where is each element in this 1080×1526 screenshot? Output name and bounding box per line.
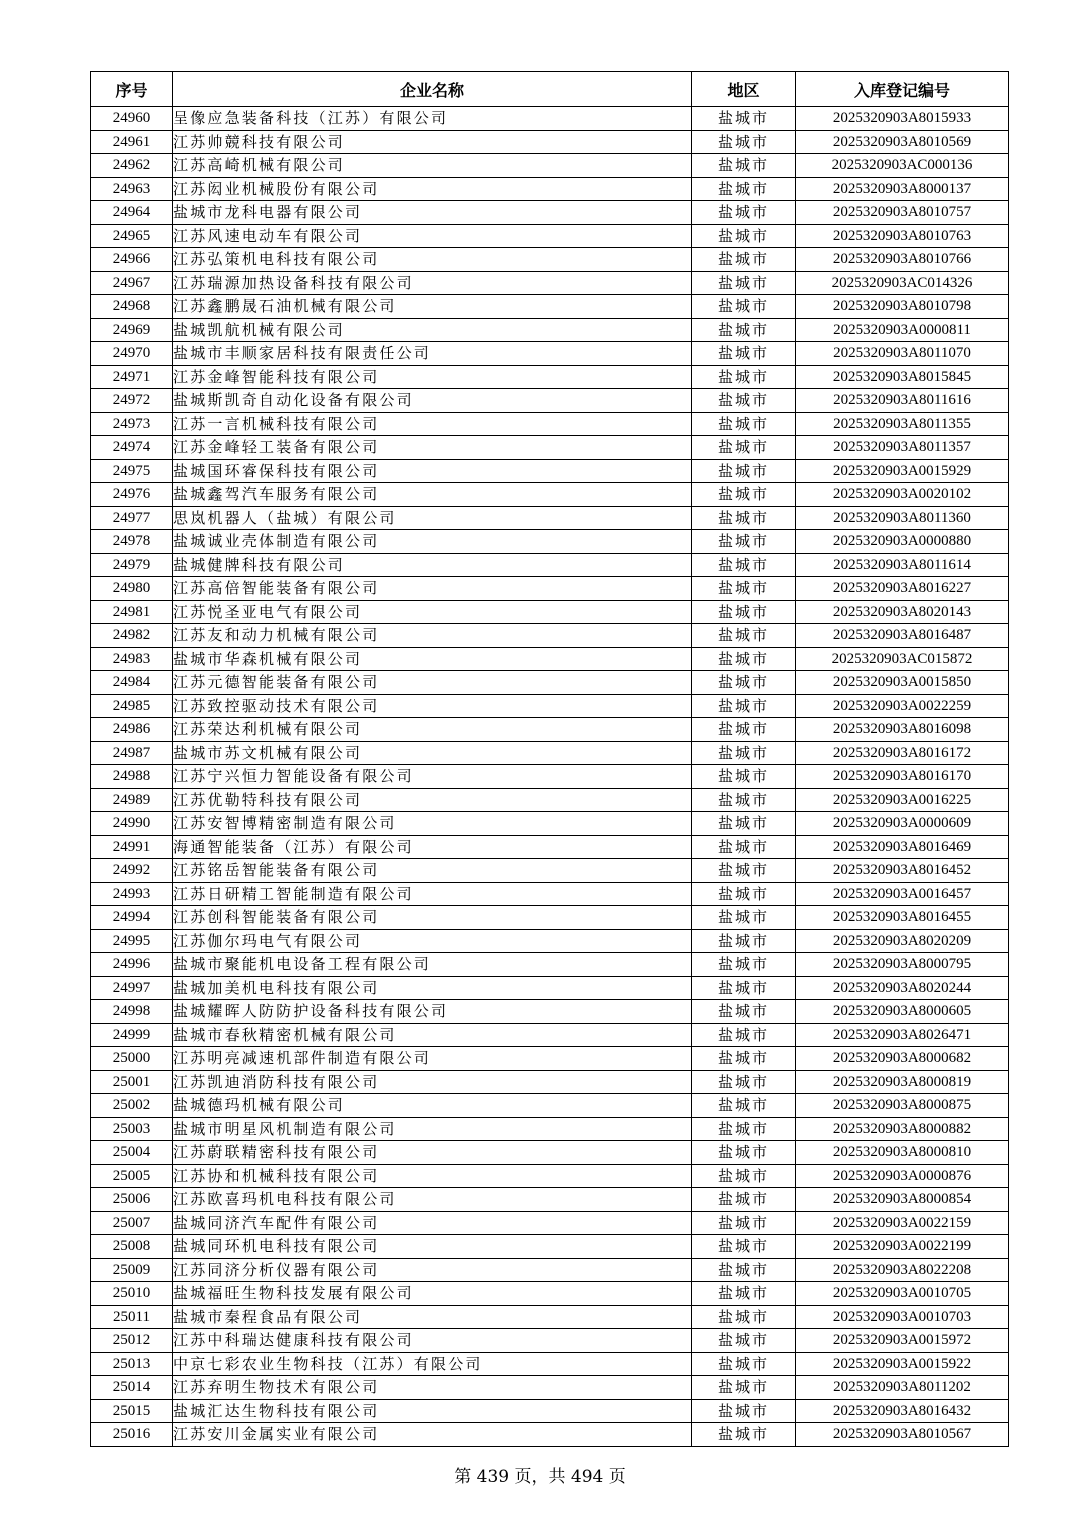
- row-region: 盐城市: [692, 506, 796, 530]
- row-enterprise-name: 江苏安智博精密制造有限公司: [173, 812, 692, 836]
- row-enterprise-name: 江苏中科瑞达健康科技有限公司: [173, 1329, 692, 1353]
- table-row: [91, 483, 1009, 507]
- row-serial-number: 25009: [91, 1258, 173, 1282]
- row-region: 盐城市: [692, 154, 796, 178]
- row-enterprise-name: 江苏安川金属实业有限公司: [173, 1423, 692, 1447]
- table-row: [91, 859, 1009, 883]
- table-row: [91, 365, 1009, 389]
- row-registration-number: 2025320903A8010757: [796, 201, 1009, 225]
- row-enterprise-name: 盐城同济汽车配件有限公司: [173, 1211, 692, 1235]
- table-row: [91, 506, 1009, 530]
- table-row: [91, 647, 1009, 671]
- row-serial-number: 25003: [91, 1117, 173, 1141]
- row-serial-number: 24985: [91, 694, 173, 718]
- table-row: [91, 976, 1009, 1000]
- row-registration-number: 2025320903A0000876: [796, 1164, 1009, 1188]
- row-serial-number: 24965: [91, 224, 173, 248]
- row-region: 盐城市: [692, 1399, 796, 1423]
- row-region: 盐城市: [692, 812, 796, 836]
- table-row: [91, 177, 1009, 201]
- row-region: 盐城市: [692, 1000, 796, 1024]
- row-serial-number: 24960: [91, 107, 173, 131]
- row-registration-number: 2025320903A8000605: [796, 1000, 1009, 1024]
- table-row: [91, 130, 1009, 154]
- table-row: [91, 1094, 1009, 1118]
- row-serial-number: 24962: [91, 154, 173, 178]
- row-region: 盐城市: [692, 342, 796, 366]
- row-serial-number: 24983: [91, 647, 173, 671]
- row-enterprise-name: 江苏凯迪消防科技有限公司: [173, 1070, 692, 1094]
- row-serial-number: 24989: [91, 788, 173, 812]
- row-region: 盐城市: [692, 906, 796, 930]
- row-serial-number: 24974: [91, 436, 173, 460]
- row-registration-number: 2025320903A8000810: [796, 1141, 1009, 1165]
- table-row: [91, 1000, 1009, 1024]
- row-region: 盐城市: [692, 1070, 796, 1094]
- row-registration-number: 2025320903A8011202: [796, 1376, 1009, 1400]
- row-serial-number: 25016: [91, 1423, 173, 1447]
- page-number-footer: 第 439 页，共 494 页: [454, 1467, 626, 1487]
- row-enterprise-name: 江苏闳业机械股份有限公司: [173, 177, 692, 201]
- row-serial-number: 24990: [91, 812, 173, 836]
- table-row: [91, 1164, 1009, 1188]
- table-row: [91, 694, 1009, 718]
- row-enterprise-name: 盐城福旺生物科技发展有限公司: [173, 1282, 692, 1306]
- row-region: 盐城市: [692, 365, 796, 389]
- row-region: 盐城市: [692, 530, 796, 554]
- row-region: 盐城市: [692, 1141, 796, 1165]
- row-region: 盐城市: [692, 553, 796, 577]
- row-region: 盐城市: [692, 1235, 796, 1259]
- table-row: [91, 577, 1009, 601]
- row-registration-number: 2025320903A8000819: [796, 1070, 1009, 1094]
- row-registration-number: 2025320903A8016172: [796, 741, 1009, 765]
- row-registration-number: 2025320903A8022208: [796, 1258, 1009, 1282]
- row-enterprise-name: 盐城市秦程食品有限公司: [173, 1305, 692, 1329]
- row-enterprise-name: 江苏宁兴恒力智能设备有限公司: [173, 765, 692, 789]
- row-registration-number: 2025320903A8011614: [796, 553, 1009, 577]
- table-row: [91, 671, 1009, 695]
- row-enterprise-name: 思岚机器人（盐城）有限公司: [173, 506, 692, 530]
- row-region: 盐城市: [692, 1023, 796, 1047]
- row-enterprise-name: 江苏弘策机电科技有限公司: [173, 248, 692, 272]
- table-row: [91, 929, 1009, 953]
- row-serial-number: 24995: [91, 929, 173, 953]
- table-row: [91, 812, 1009, 836]
- row-registration-number: 2025320903A8026471: [796, 1023, 1009, 1047]
- row-registration-number: 2025320903A8010798: [796, 295, 1009, 319]
- row-enterprise-name: 呈像应急装备科技（江苏）有限公司: [173, 107, 692, 131]
- row-enterprise-name: 江苏鑫鹏晟石油机械有限公司: [173, 295, 692, 319]
- row-serial-number: 24981: [91, 600, 173, 624]
- table-row: [91, 1376, 1009, 1400]
- row-registration-number: 2025320903A0010703: [796, 1305, 1009, 1329]
- header-registration-number: 入库登记编号: [796, 72, 1009, 107]
- row-enterprise-name: 江苏一言机械科技有限公司: [173, 412, 692, 436]
- table-row: [91, 224, 1009, 248]
- row-serial-number: 25005: [91, 1164, 173, 1188]
- row-enterprise-name: 盐城鑫驾汽车服务有限公司: [173, 483, 692, 507]
- row-region: 盐城市: [692, 1094, 796, 1118]
- row-region: 盐城市: [692, 1047, 796, 1071]
- table-row: [91, 1258, 1009, 1282]
- row-enterprise-name: 盐城市丰顺家居科技有限责任公司: [173, 342, 692, 366]
- row-enterprise-name: 江苏优勒特科技有限公司: [173, 788, 692, 812]
- row-enterprise-name: 江苏协和机械科技有限公司: [173, 1164, 692, 1188]
- row-enterprise-name: 江苏明亮减速机部件制造有限公司: [173, 1047, 692, 1071]
- row-serial-number: 25007: [91, 1211, 173, 1235]
- row-serial-number: 24998: [91, 1000, 173, 1024]
- table-row: [91, 1352, 1009, 1376]
- row-region: 盐城市: [692, 953, 796, 977]
- row-registration-number: 2025320903A8010763: [796, 224, 1009, 248]
- row-enterprise-name: 江苏铭岳智能装备有限公司: [173, 859, 692, 883]
- row-registration-number: 2025320903A8020143: [796, 600, 1009, 624]
- header-enterprise-name: 企业名称: [173, 72, 692, 107]
- row-enterprise-name: 江苏荣达利机械有限公司: [173, 718, 692, 742]
- row-enterprise-name: 江苏帅競科技有限公司: [173, 130, 692, 154]
- row-region: 盐城市: [692, 1117, 796, 1141]
- table-row: [91, 1282, 1009, 1306]
- table-row: [91, 1235, 1009, 1259]
- row-serial-number: 24971: [91, 365, 173, 389]
- row-serial-number: 25008: [91, 1235, 173, 1259]
- row-serial-number: 25015: [91, 1399, 173, 1423]
- row-registration-number: 2025320903AC014326: [796, 271, 1009, 295]
- row-serial-number: 25000: [91, 1047, 173, 1071]
- table-row: [91, 624, 1009, 648]
- row-region: 盐城市: [692, 647, 796, 671]
- row-region: 盐城市: [692, 1352, 796, 1376]
- row-region: 盐城市: [692, 436, 796, 460]
- row-registration-number: 2025320903A8016469: [796, 835, 1009, 859]
- row-serial-number: 25004: [91, 1141, 173, 1165]
- row-enterprise-name: 盐城市苏文机械有限公司: [173, 741, 692, 765]
- row-registration-number: 2025320903A8011355: [796, 412, 1009, 436]
- row-region: 盐城市: [692, 459, 796, 483]
- row-registration-number: 2025320903A8016432: [796, 1399, 1009, 1423]
- row-region: 盐城市: [692, 483, 796, 507]
- row-region: 盐城市: [692, 389, 796, 413]
- row-serial-number: 24993: [91, 882, 173, 906]
- row-region: 盐城市: [692, 412, 796, 436]
- table-row: [91, 389, 1009, 413]
- row-serial-number: 24986: [91, 718, 173, 742]
- table-row: [91, 835, 1009, 859]
- row-registration-number: 2025320903A0015929: [796, 459, 1009, 483]
- row-enterprise-name: 盐城市聚能机电设备工程有限公司: [173, 953, 692, 977]
- table-header-row: [91, 72, 1009, 107]
- row-serial-number: 24961: [91, 130, 173, 154]
- row-enterprise-name: 江苏风速电动车有限公司: [173, 224, 692, 248]
- row-registration-number: 2025320903A0022259: [796, 694, 1009, 718]
- row-region: 盐城市: [692, 671, 796, 695]
- row-region: 盐城市: [692, 577, 796, 601]
- row-serial-number: 24970: [91, 342, 173, 366]
- row-enterprise-name: 盐城同环机电科技有限公司: [173, 1235, 692, 1259]
- row-serial-number: 24997: [91, 976, 173, 1000]
- row-region: 盐城市: [692, 177, 796, 201]
- row-registration-number: 2025320903A8020244: [796, 976, 1009, 1000]
- row-region: 盐城市: [692, 859, 796, 883]
- row-registration-number: 2025320903A8016227: [796, 577, 1009, 601]
- row-region: 盐城市: [692, 882, 796, 906]
- table-row: [91, 1329, 1009, 1353]
- row-enterprise-name: 江苏友和动力机械有限公司: [173, 624, 692, 648]
- header-serial-number: 序号: [91, 72, 173, 107]
- row-region: 盐城市: [692, 318, 796, 342]
- table-row: [91, 295, 1009, 319]
- row-serial-number: 24972: [91, 389, 173, 413]
- table-row: [91, 1423, 1009, 1447]
- table-row: [91, 1305, 1009, 1329]
- row-region: 盐城市: [692, 130, 796, 154]
- row-enterprise-name: 江苏同济分析仪器有限公司: [173, 1258, 692, 1282]
- table-row: [91, 1211, 1009, 1235]
- row-registration-number: 2025320903A8000795: [796, 953, 1009, 977]
- table-row: [91, 530, 1009, 554]
- row-enterprise-name: 江苏创科智能装备有限公司: [173, 906, 692, 930]
- row-region: 盐城市: [692, 224, 796, 248]
- row-region: 盐城市: [692, 741, 796, 765]
- row-region: 盐城市: [692, 718, 796, 742]
- row-registration-number: 2025320903A8015845: [796, 365, 1009, 389]
- row-registration-number: 2025320903A8010766: [796, 248, 1009, 272]
- row-serial-number: 24967: [91, 271, 173, 295]
- row-serial-number: 24978: [91, 530, 173, 554]
- row-enterprise-name: 江苏伽尔玛电气有限公司: [173, 929, 692, 953]
- table-row: [91, 600, 1009, 624]
- row-registration-number: 2025320903A8010567: [796, 1423, 1009, 1447]
- table-row: [91, 1141, 1009, 1165]
- row-serial-number: 24996: [91, 953, 173, 977]
- row-region: 盐城市: [692, 248, 796, 272]
- row-serial-number: 24973: [91, 412, 173, 436]
- row-registration-number: 2025320903A0016457: [796, 882, 1009, 906]
- row-enterprise-name: 盐城市春秋精密机械有限公司: [173, 1023, 692, 1047]
- row-registration-number: 2025320903A0000811: [796, 318, 1009, 342]
- table-row: [91, 318, 1009, 342]
- row-enterprise-name: 盐城耀晖人防防护设备科技有限公司: [173, 1000, 692, 1024]
- table-row: [91, 107, 1009, 131]
- row-enterprise-name: 盐城诚业壳体制造有限公司: [173, 530, 692, 554]
- row-region: 盐城市: [692, 1282, 796, 1306]
- row-serial-number: 24984: [91, 671, 173, 695]
- row-region: 盐城市: [692, 694, 796, 718]
- row-region: 盐城市: [692, 1188, 796, 1212]
- row-registration-number: 2025320903A0022199: [796, 1235, 1009, 1259]
- row-registration-number: 2025320903A8015933: [796, 107, 1009, 131]
- row-serial-number: 25010: [91, 1282, 173, 1306]
- row-serial-number: 24994: [91, 906, 173, 930]
- row-enterprise-name: 江苏悦圣亚电气有限公司: [173, 600, 692, 624]
- row-registration-number: 2025320903A8000882: [796, 1117, 1009, 1141]
- row-region: 盐城市: [692, 976, 796, 1000]
- table-row: [91, 436, 1009, 460]
- row-serial-number: 25013: [91, 1352, 173, 1376]
- table-row: [91, 1188, 1009, 1212]
- row-registration-number: 2025320903A8011360: [796, 506, 1009, 530]
- row-enterprise-name: 江苏金峰智能科技有限公司: [173, 365, 692, 389]
- table-row: [91, 741, 1009, 765]
- row-enterprise-name: 中京七彩农业生物科技（江苏）有限公司: [173, 1352, 692, 1376]
- row-enterprise-name: 盐城凯航机械有限公司: [173, 318, 692, 342]
- row-enterprise-name: 江苏高崎机械有限公司: [173, 154, 692, 178]
- row-region: 盐城市: [692, 201, 796, 225]
- table-row: [91, 765, 1009, 789]
- row-registration-number: 2025320903A8020209: [796, 929, 1009, 953]
- row-serial-number: 24991: [91, 835, 173, 859]
- row-serial-number: 24968: [91, 295, 173, 319]
- row-registration-number: 2025320903A0020102: [796, 483, 1009, 507]
- row-serial-number: 25002: [91, 1094, 173, 1118]
- row-enterprise-name: 江苏高倍智能装备有限公司: [173, 577, 692, 601]
- row-region: 盐城市: [692, 765, 796, 789]
- row-enterprise-name: 盐城加美机电科技有限公司: [173, 976, 692, 1000]
- table-row: [91, 718, 1009, 742]
- row-enterprise-name: 盐城健牌科技有限公司: [173, 553, 692, 577]
- row-registration-number: 2025320903A8000875: [796, 1094, 1009, 1118]
- row-registration-number: 2025320903A0010705: [796, 1282, 1009, 1306]
- row-serial-number: 24977: [91, 506, 173, 530]
- row-registration-number: 2025320903A8011616: [796, 389, 1009, 413]
- row-enterprise-name: 盐城德玛机械有限公司: [173, 1094, 692, 1118]
- row-region: 盐城市: [692, 107, 796, 131]
- row-enterprise-name: 盐城国环睿保科技有限公司: [173, 459, 692, 483]
- row-registration-number: 2025320903A8016455: [796, 906, 1009, 930]
- row-serial-number: 24976: [91, 483, 173, 507]
- row-serial-number: 24969: [91, 318, 173, 342]
- row-enterprise-name: 盐城斯凯奇自动化设备有限公司: [173, 389, 692, 413]
- row-registration-number: 2025320903A8011070: [796, 342, 1009, 366]
- table-row: [91, 459, 1009, 483]
- row-serial-number: 24992: [91, 859, 173, 883]
- row-registration-number: 2025320903A0000609: [796, 812, 1009, 836]
- row-enterprise-name: 盐城市龙科电器有限公司: [173, 201, 692, 225]
- row-region: 盐城市: [692, 600, 796, 624]
- row-region: 盐城市: [692, 788, 796, 812]
- row-region: 盐城市: [692, 1164, 796, 1188]
- table-row: [91, 788, 1009, 812]
- row-serial-number: 24999: [91, 1023, 173, 1047]
- row-serial-number: 24987: [91, 741, 173, 765]
- table-row: [91, 553, 1009, 577]
- row-registration-number: 2025320903AC000136: [796, 154, 1009, 178]
- row-region: 盐城市: [692, 271, 796, 295]
- row-registration-number: 2025320903A0016225: [796, 788, 1009, 812]
- row-serial-number: 25012: [91, 1329, 173, 1353]
- row-serial-number: 25006: [91, 1188, 173, 1212]
- row-registration-number: 2025320903A8016098: [796, 718, 1009, 742]
- row-enterprise-name: 盐城市华森机械有限公司: [173, 647, 692, 671]
- row-enterprise-name: 江苏蔚联精密科技有限公司: [173, 1141, 692, 1165]
- table-row: [91, 906, 1009, 930]
- row-registration-number: 2025320903A0022159: [796, 1211, 1009, 1235]
- table-row: [91, 1399, 1009, 1423]
- table-row: [91, 1070, 1009, 1094]
- row-enterprise-name: 江苏致控驱动技术有限公司: [173, 694, 692, 718]
- table-row: [91, 271, 1009, 295]
- table-row: [91, 1023, 1009, 1047]
- row-registration-number: 2025320903A8000137: [796, 177, 1009, 201]
- row-registration-number: 2025320903A8000854: [796, 1188, 1009, 1212]
- row-enterprise-name: 海通智能装备（江苏）有限公司: [173, 835, 692, 859]
- row-registration-number: 2025320903A8016452: [796, 859, 1009, 883]
- row-registration-number: 2025320903A0015972: [796, 1329, 1009, 1353]
- row-serial-number: 24964: [91, 201, 173, 225]
- row-region: 盐城市: [692, 929, 796, 953]
- row-registration-number: 2025320903A8010569: [796, 130, 1009, 154]
- row-registration-number: 2025320903A8016170: [796, 765, 1009, 789]
- header-region: 地区: [692, 72, 796, 107]
- row-registration-number: 2025320903A8011357: [796, 436, 1009, 460]
- table-row: [91, 1047, 1009, 1071]
- row-enterprise-name: 江苏日研精工智能制造有限公司: [173, 882, 692, 906]
- table-row: [91, 882, 1009, 906]
- row-serial-number: 25001: [91, 1070, 173, 1094]
- row-serial-number: 24988: [91, 765, 173, 789]
- row-region: 盐城市: [692, 1258, 796, 1282]
- table-row: [91, 154, 1009, 178]
- table-row: [91, 342, 1009, 366]
- row-region: 盐城市: [692, 1423, 796, 1447]
- row-region: 盐城市: [692, 624, 796, 648]
- row-registration-number: 2025320903A0015922: [796, 1352, 1009, 1376]
- row-registration-number: 2025320903A0000880: [796, 530, 1009, 554]
- enterprise-registry-table: [90, 71, 1009, 1447]
- row-region: 盐城市: [692, 1376, 796, 1400]
- table-row: [91, 248, 1009, 272]
- row-enterprise-name: 江苏瑞源加热设备科技有限公司: [173, 271, 692, 295]
- row-serial-number: 25014: [91, 1376, 173, 1400]
- row-serial-number: 24979: [91, 553, 173, 577]
- table-row: [91, 412, 1009, 436]
- table-row: [91, 953, 1009, 977]
- table-row: [91, 201, 1009, 225]
- row-enterprise-name: 江苏金峰轻工装备有限公司: [173, 436, 692, 460]
- row-region: 盐城市: [692, 1305, 796, 1329]
- row-enterprise-name: 江苏弃明生物技术有限公司: [173, 1376, 692, 1400]
- row-serial-number: 24966: [91, 248, 173, 272]
- row-registration-number: 2025320903A8000682: [796, 1047, 1009, 1071]
- table-row: [91, 1117, 1009, 1141]
- row-enterprise-name: 盐城汇达生物科技有限公司: [173, 1399, 692, 1423]
- row-serial-number: 25011: [91, 1305, 173, 1329]
- row-registration-number: 2025320903A0015850: [796, 671, 1009, 695]
- row-serial-number: 24980: [91, 577, 173, 601]
- row-enterprise-name: 盐城市明星风机制造有限公司: [173, 1117, 692, 1141]
- row-region: 盐城市: [692, 835, 796, 859]
- row-serial-number: 24963: [91, 177, 173, 201]
- row-enterprise-name: 江苏欧喜玛机电科技有限公司: [173, 1188, 692, 1212]
- row-region: 盐城市: [692, 1329, 796, 1353]
- row-registration-number: 2025320903A8016487: [796, 624, 1009, 648]
- row-region: 盐城市: [692, 1211, 796, 1235]
- row-registration-number: 2025320903AC015872: [796, 647, 1009, 671]
- row-region: 盐城市: [692, 295, 796, 319]
- table-body: [91, 107, 1009, 1447]
- row-enterprise-name: 江苏元德智能装备有限公司: [173, 671, 692, 695]
- row-serial-number: 24982: [91, 624, 173, 648]
- row-serial-number: 24975: [91, 459, 173, 483]
